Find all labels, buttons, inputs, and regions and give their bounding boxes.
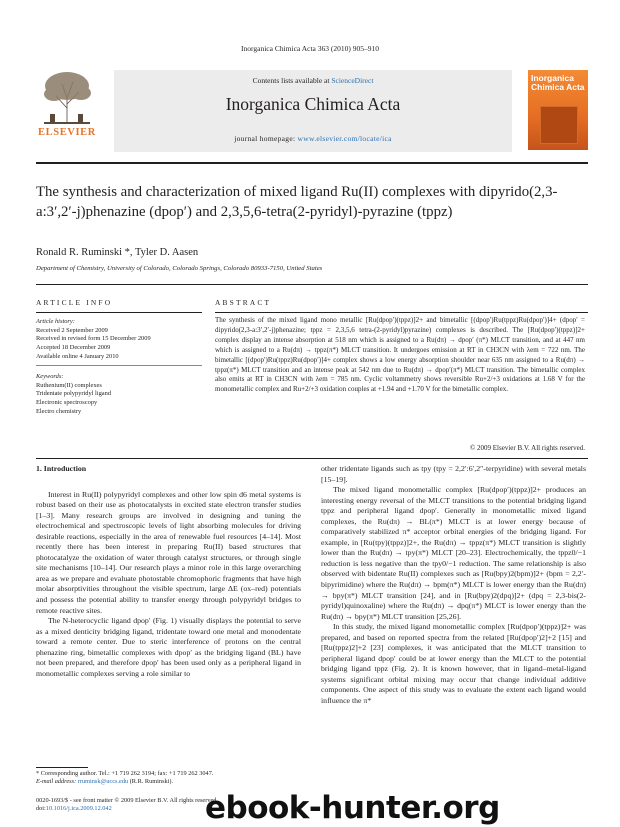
copyright: © 2009 Elsevier B.V. All rights reserved.: [469, 444, 585, 452]
abstract-rule: [215, 312, 588, 313]
article-info-heading: ARTICLE INFO: [36, 298, 113, 307]
footnote: [36, 770, 301, 786]
issn-line: 0020-1693/$ - see front matter © 2009 Elsevier B.V. All rights reserved.: [36, 797, 218, 804]
contents-line: [114, 76, 512, 85]
email-link[interactable]: rruminsk@uccs.edu: [77, 778, 129, 785]
authors: Ronald R. Ruminski *, Tyler D. Aasen: [36, 247, 199, 258]
corresponding-author: * Corresponding author. Tel.: +1 719 262 3194; fax: +1 719 262 3047.: [36, 770, 214, 777]
history-item: Accepted 18 December 2009: [36, 344, 111, 352]
cover-image: [540, 106, 578, 144]
homepage-prefix: journal homepage:: [234, 134, 298, 143]
doi-prefix: doi:: [36, 805, 46, 812]
history-item: Received 2 September 2009: [36, 326, 108, 334]
section-heading-introduction: 1. Introduction: [36, 464, 87, 473]
affiliation: Department of Chemistry, University of Colorado, Colorado Springs, Colorado 80933-7150, United States: [36, 265, 323, 272]
elsevier-tree-icon: [36, 68, 98, 126]
body-paragraph: Interest in Ru(II) polypyridyl complexes and other low spin d6 metal systems is robust based on their use as photocatalysts in excited state electron transfer studies [1–3]. Many research groups are involved in designing and tuning the electrochemical and spectroscopic levels of light absorbing molecules for driving desirable reactions, especially in the area of renewable fuel resources [4–14]. Most recently there has been interest in preparing Ru(II) based structures that photocatalyze the oxidation of water through catalyst structures, or through single site mechanisms [10–14]. Our research plays a minor role in this large overarching area as we prepare and evaluate photostable chromophoric fragments that have high molar absorptivities throughout the visible spectrum, large ΔE (ox–red) potentials and possess the potential ability to transfer energy through polypyridyl bridges to remote reactive sites.: [36, 489, 301, 615]
body-paragraph: The mixed ligand monometallic complex [Ru(dpop′)(tppz)]2+ produces an interesting energy reversal of the MLCT transitions to the potential bridging ligand tppz and peripheral ligand dpop′. Generally in monometallic mixed ligand complexes, the Ru(dπ) → BL(π*) MLCT is at lower energy because of comparatively stabilized π* acceptor orbital energies of the bridging ligand. For example, in [Ru(tpy)(tppz)]2+, the Ru(dπ) → tppz(π*) MLCT transition is slightly lower than the Ru(dπ) → tpy(π*) MLCT [20–23]. Electrochemically, the tppz0/−1 reduction is less negative than the tpy0/−1 reduction. The same relationship is also observed with bidentate Ru(II) complexes such as [Ru(bpy)2(bpm)]2+ (bpm = 2,2′-bipyrimidine) where the Ru(dπ) → bpm(π*) MLCT is lower energy than the Ru(dπ) → bpy(π*) MLCT transition [24], and in [Ru(bpy)2(dpq)]2+ (dpq = 2,3-bis(2-pyridyl)quinoxaline) where the Ru(dπ) → dpq(π*) MLCT is lower energy than the Ru(dπ) → bpy(π*) MLCT transition [25,26].: [321, 485, 586, 621]
abstract-heading: ABSTRACT: [215, 298, 272, 307]
running-head: Inorganica Chimica Acta 363 (2010) 905–910: [241, 44, 379, 53]
elsevier-wordmark: ELSEVIER: [38, 127, 96, 138]
keyword-item: Electronic spectroscopy: [36, 399, 98, 407]
doi-link[interactable]: 10.1016/j.ica.2009.12.042: [45, 805, 112, 812]
body-right-column: [321, 464, 586, 707]
homepage-link[interactable]: www.elsevier.com/locate/ica: [297, 134, 392, 143]
keyword-item: Ruthenium(II) complexes: [36, 381, 102, 389]
article-title: The synthesis and characterization of mixed ligand Ru(II) complexes with dipyrido(2,3-a:3′,2′-j)phenazine (dpop′) and 2,3,5,6-tetra(2-pyridyl)-pyrazine (tppz): [36, 184, 558, 220]
abstract-text: The synthesis of the mixed ligand mono metallic [Ru(dpop′)(tppz)]2+ and bimetallic [(dpop′)Ru(tppz)Ru(dpop′)]4+ (dpop′ = dipyrido(2,3-a:3′,2′-j)phenazine; tppz = 2,3,5,6 tetra-(2-pyridyl)pyrazine) complexes is described. The [Ru(dpop′)(tppz)]2+ complex display an intense absorption at 518 nm which is assigned to a Ru(dπ) → dpop′ (π*) MLCT transition, and at 447 nm which is assigned to a Ru(dπ) → tppz(π*) MLCT transition. It undergoes emission at RT in CH3CN with λem = 722 nm. The bimetallic [(dpop′)Ru(tppz)Ru(dpop′)]4+ complex shows a low energy absorption shoulder near 635 nm assigned to a Ru(dπ) → tppz(π*) MLCT transition and an intense peak at 542 nm due to Ru(dπ) → dpop′(π*) MLCT transition. The bimetallic complex also emits at RT in CH3CN with λem = 785 nm. Cyclic voltammetry shows reversible Ru+2/+3 oxidations at 1.68 V for the monometallic complex and Ru+2/+3 oxidation couples at +1.94 and +1.70 V for the bimetallic complex.: [215, 316, 585, 394]
elsevier-logo: [36, 68, 98, 138]
keyword-item: Electro chemistry: [36, 407, 82, 415]
cover-title: Inorganica Chimica Acta: [531, 73, 585, 92]
keywords: [36, 373, 204, 417]
footnote-rule: [36, 767, 88, 768]
body-paragraph: other tridentate ligands such as tpy (tpy = 2,2′:6′,2″-terpyridine) with several metals [15–19].: [321, 464, 586, 484]
email-suffix: (R.R. Ruminski).: [128, 778, 174, 785]
journal-homepage: [114, 134, 512, 143]
history-item: Received in revised form 15 December 2009: [36, 335, 151, 343]
abstract-bottom-rule: [36, 458, 588, 459]
journal-title: Inorganica Chimica Acta: [225, 94, 401, 114]
body-paragraph: In this study, the mixed ligand monometallic complex [Ru(dpop′)(tppz)]2+ was prepared, and based on reported spectra from the related [Ru(dpop′)2]+2 [15] and [Ru(tppz)2]+2 [23] complexes, it was anticipated that the MLCT transition to peripheral ligand dpop′ could be at lower energy than the MLCT to the potential bridging ligand tppz (Fig. 2). It is known however, that in ligand–metal-ligand systems significant orbital mixing may occur that change individual additive components. One aspect of this study was to evaluate the extent each ligand would influence the π*: [321, 622, 586, 706]
watermark: ebook-hunter.org: [205, 790, 500, 826]
journal-cover: [528, 70, 588, 150]
body-paragraph: The N-heterocyclic ligand dpop′ (Fig. 1) visually displays the potential to serve as a mixed denticity bridging ligand, tridentate toward one metal and monodentate toward a remote center. Due to steric interference of protons on the central phenazine ring, bimetallic complexes with dpop′ as the bridging ligand (BL) have not been prepared, and therefore dpop′ has been used only as a peripheral ligand in monometallic complexes serving a role similar to: [36, 616, 301, 678]
title-rule: [36, 284, 588, 285]
body-left-column: [36, 464, 301, 679]
contents-prefix: Contents lists available at: [252, 76, 332, 85]
email-label: E-mail address:: [36, 778, 78, 785]
sciencedirect-link[interactable]: ScienceDirect: [331, 76, 374, 85]
header-rule: [36, 162, 588, 164]
article-history: [36, 318, 204, 362]
keyword-item: Tridentate polypyridyl ligand: [36, 390, 112, 398]
email-line: [36, 778, 301, 786]
history-label: Article history:: [36, 318, 75, 325]
article-info-rule: [36, 312, 202, 313]
history-item: Available online 4 January 2010: [36, 352, 119, 360]
keywords-label: Keywords:: [36, 373, 64, 380]
